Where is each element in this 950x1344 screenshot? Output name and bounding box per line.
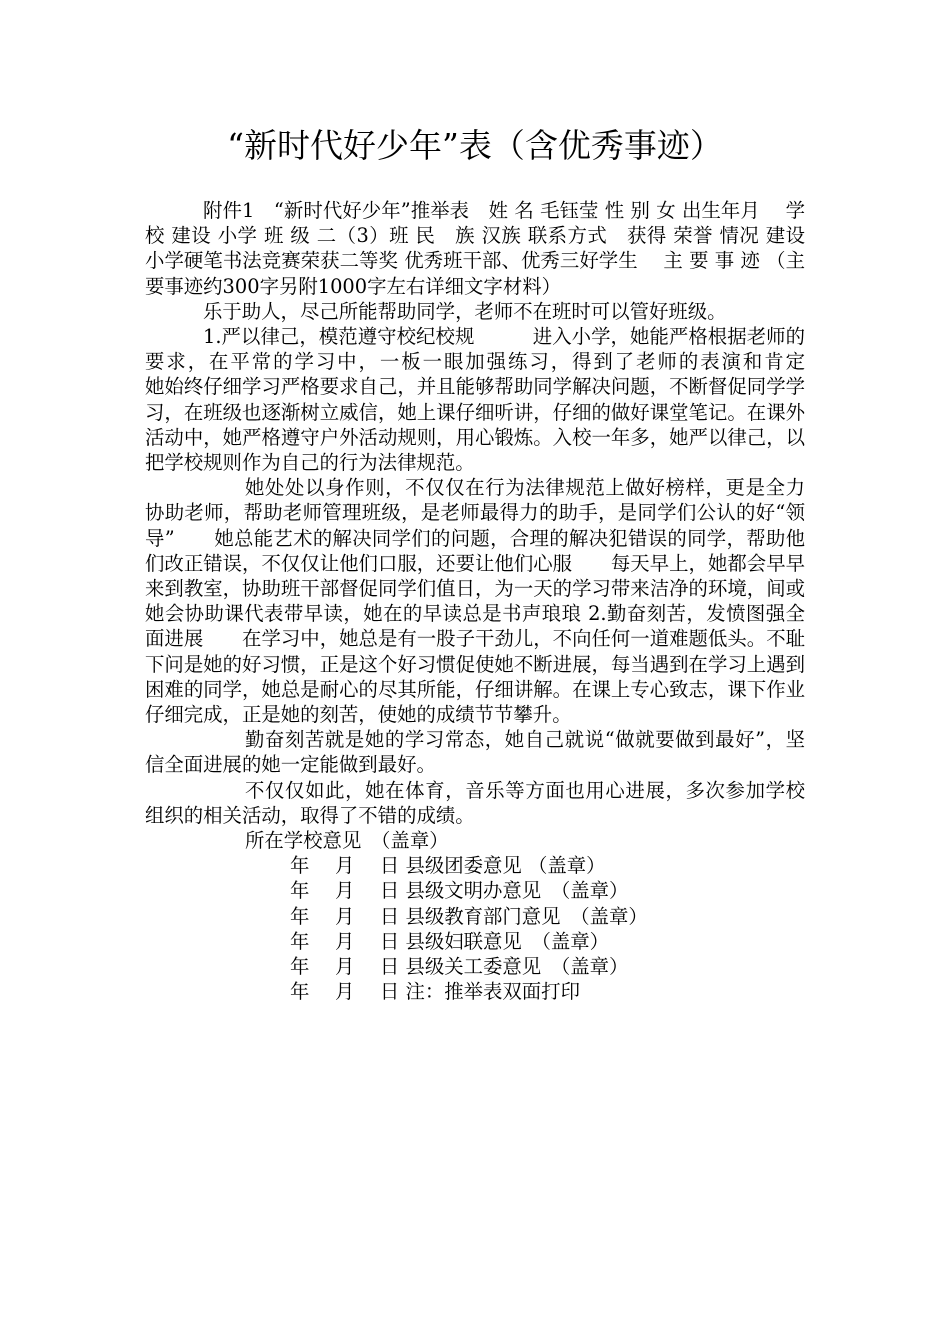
paragraph-self-discipline: 1.严以律己，模范遵守校纪校规 进入小学，她能严格根据老师的要求，在平常的学习中，一板一眼加强练习，得到了老师的表演和肯定 她始终仔细学习严格要求自己，并且能够帮助同学解决问题，不断督促同学学习，在班级也逐渐树立威信，她上课仔细听讲，仔细的做好课堂笔记。在课外活动中，她严格遵守户外活动规则，用心锻炼。入校一年多，她严以律己，以把学校规则作为自己的行为法律规范。 <box>145 325 864 475</box>
signature-note: 年 月 日 注：推举表双面打印 <box>290 980 580 1004</box>
paragraph-summary: 乐于助人，尽己所能帮助同学，老师不在班时可以管好班级。 <box>203 299 727 323</box>
paragraph-nomination-form: 附件1 “新时代好少年”推举表 姓 名 毛钰莹 性 别 女 出生年月 学 校 建设 小学 班 级 二（3）班 民 族 汉族 联系方式 获得 荣誉 情况 建设小学硬笔书法竞赛荣获二等奖 优秀班干部、优秀三好学生 主 要 事 迹 （主要事迹约300字另附1000字左右详细文字材料） <box>145 199 805 298</box>
signature-youth-league-opinion: 年 月 日 县级团委意见 （盖章） <box>290 854 606 878</box>
signature-women-federation-opinion: 年 月 日 县级妇联意见 （盖章） <box>290 929 610 953</box>
document-body <box>145 198 864 1005</box>
signature-school-opinion: 所在学校意见 （盖章） <box>245 829 449 853</box>
signature-civilization-office-opinion: 年 月 日 县级文明办意见 （盖章） <box>290 879 629 903</box>
paragraph-diligence: 勤奋刻苦就是她的学习常态，她自己就说“做就要做到最好”，坚信全面进展的她一定能做到最好。 <box>145 728 805 777</box>
paragraph-role-model: 她处处以身作则，不仅仅在行为法律规范上做好榜样，更是全力协助老师，帮助老师管理班级，是老师最得力的助手，是同学们公认的好“领导” 她总能艺术的解决同学们的问题，合理的解决犯错误的同学，帮助他们改正错误，不仅仅让他们口服，还要让他们心服 每天早上，她都会早早来到教室，协助班干部督促同学们值日，为一天的学习带来洁净的环境，间或她会协助课代表带早读，她在的早读总是书声琅琅 2.勤奋刻苦，发愤图强全面进展 在学习中，她总是有一股子干劲儿，不向任何一道难题低头。不耻下问是她的好习惯，正是这个好习惯促使她不断进展，每当遇到在学习上遇到困难的同学，她总是耐心的尽其所能，仔细讲解。在课上专心致志，课下作业仔细完成，正是她的刻苦，使她的成绩节节攀升。 <box>145 476 805 727</box>
signature-education-department-opinion: 年 月 日 县级教育部门意见 （盖章） <box>290 904 648 928</box>
paragraph-other-activities: 不仅仅如此，她在体育，音乐等方面也用心进展，多次参加学校组织的相关活动，取得了不错的成绩。 <box>145 778 805 827</box>
signature-care-committee-opinion: 年 月 日 县级关工委意见 （盖章） <box>290 955 629 979</box>
document-title: “新时代好少年”表（含优秀事迹） <box>227 126 723 165</box>
